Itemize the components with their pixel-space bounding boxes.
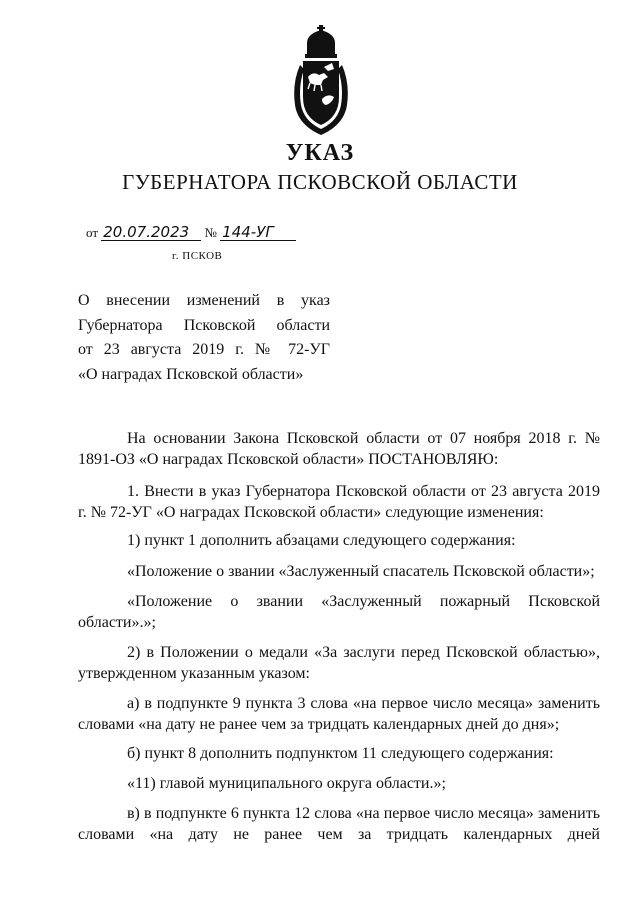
body-paragraph: «11) главой муниципального округа области.»; [127, 775, 446, 792]
date-number-line [86, 224, 296, 241]
body-paragraph: а) в подпункте 9 пункта 3 слова «на первое число месяца» заменить словами «на дату не ранее чем за тридцать календарных дней до дня»; [78, 695, 600, 733]
subject-line: Губернатора Псковской области [78, 316, 330, 334]
body-paragraph: в) в подпункте 6 пункта 12 слова «на первое число месяца» заменить словами «на дату не ранее чем за тридцать календарных дней [78, 805, 600, 843]
body-paragraph: На основании Закона Псковской области от 07 ноября 2018 г. № 1891-ОЗ «О наградах Псковской области» ПОСТАНОВЛЯЮ: [78, 430, 600, 468]
coat-of-arms-icon [288, 25, 354, 137]
number-value: 144-УГ [220, 224, 296, 241]
date-value: 20.07.2023 [101, 224, 201, 241]
document-title: УКАЗ [285, 140, 355, 166]
body-paragraph: 2) в Положении о медали «За заслуги перед Псковской областью», утвержденном указанным указом: [78, 644, 600, 682]
body-paragraph: 1. Внести в указ Губернатора Псковской области от 23 августа 2019 г. № 72-УГ «О наградах Псковской области» следующие изменения: [78, 483, 600, 521]
subject-block [78, 289, 330, 387]
body-paragraph: б) пункт 8 дополнить подпунктом 11 следующего содержания: [127, 745, 554, 762]
body-paragraph: «Положение о звании «Заслуженный спасатель Псковской области»; [127, 563, 595, 580]
document-subtitle: ГУБЕРНАТОРА ПСКОВСКОЙ ОБЛАСТИ [122, 170, 518, 194]
subject-line: от 23 августа 2019 г. № 72-УГ [78, 341, 330, 358]
body-paragraph: 1) пункт 1 дополнить абзацами следующего содержания: [127, 532, 516, 549]
body-text [78, 428, 600, 855]
subject-line: «О наградах Псковской области» [78, 365, 304, 383]
city-label: г. ПСКОВ [172, 250, 223, 262]
body-paragraph: «Положение о звании «Заслуженный пожарный Псковской области».»; [78, 593, 600, 631]
number-prefix: № [204, 225, 217, 240]
date-prefix: от [86, 225, 99, 240]
subject-line: О внесении изменений в указ [78, 292, 330, 309]
